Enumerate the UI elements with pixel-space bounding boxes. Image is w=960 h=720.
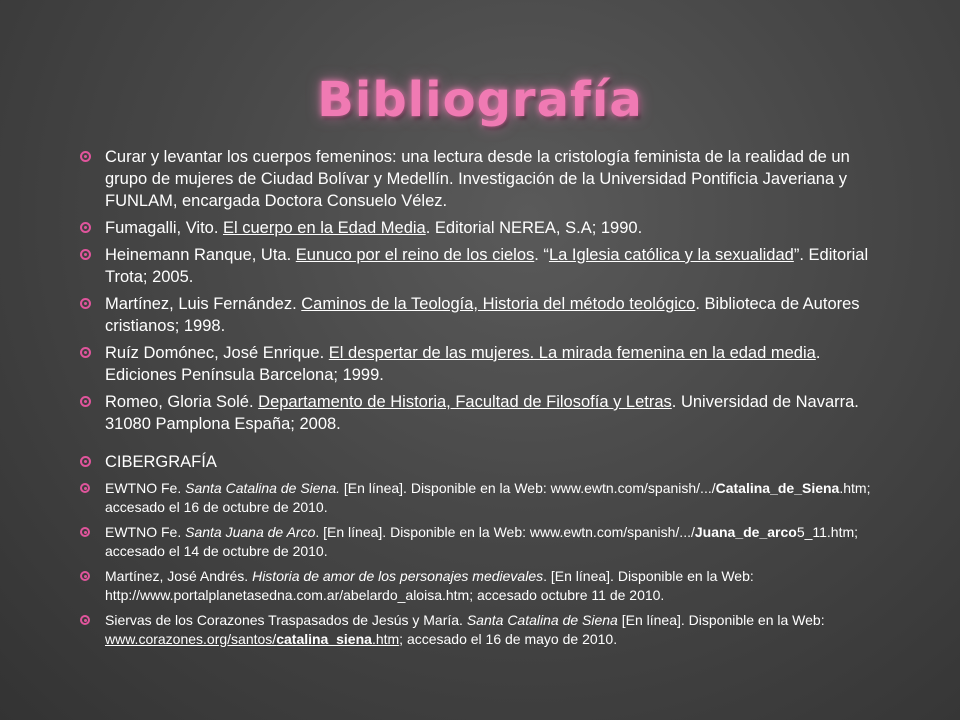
reference-publisher: . Ediciones Península Barcelona; 1999.: [105, 344, 821, 384]
web-reference-item: [80, 567, 880, 605]
reference-link[interactable]: La Iglesia católica y la sexualidad: [548, 246, 794, 264]
reference-publisher: . Universidad de Navarra. 31080 Pamplona España; 2008.: [105, 393, 859, 433]
reference-item: [80, 244, 880, 288]
cybergraphy-heading: [80, 451, 880, 473]
reference-publisher: ”. Editorial Trota; 2005.: [105, 246, 869, 286]
cybergraphy-heading-text: CIBERGRAFÍA: [105, 453, 217, 471]
web-reference-accessed: ; accesado el 16 de mayo de 2010.: [399, 631, 618, 647]
bullet-icon: [80, 396, 91, 407]
web-reference-item: [80, 523, 880, 561]
web-reference-source: . [En línea]. Disponible en la Web: http://www.portalplanetasedna.com.ar/abelardo_aloisa.htm; accesado octubre 11 de 2010.: [105, 568, 754, 603]
reference-author: Ruíz Domónec, José Enrique.: [105, 344, 329, 362]
web-reference-source: . [En línea]. Disponible en la Web: www.ewtn.com/spanish/.../: [315, 524, 695, 540]
reference-publisher: . Biblioteca de Autores cristianos; 1998.: [105, 295, 860, 335]
reference-author: Romeo, Gloria Solé.: [105, 393, 259, 411]
web-reference-source: [En línea]. Disponible en la Web:: [617, 612, 825, 628]
reference-link[interactable]: Caminos de la Teología, Historia del método teológico: [301, 295, 696, 313]
bullet-icon: [80, 151, 91, 162]
web-link-page: catalina_siena: [276, 631, 372, 647]
web-reference-author: Martínez, José Andrés.: [105, 568, 253, 584]
reference-publisher: . Editorial NEREA, S.A; 1990.: [425, 219, 643, 237]
web-reference-page: Juana_de_arco: [694, 524, 797, 540]
bullet-icon: [80, 527, 90, 537]
reference-item: [80, 391, 880, 435]
web-reference-page: Catalina_de_Siena: [715, 480, 840, 496]
web-link-path: www.corazones.org/santos/: [105, 631, 277, 647]
bullet-icon: [80, 483, 90, 493]
web-reference-title: Santa Catalina de Siena.: [185, 480, 341, 496]
web-reference-title: Historia de amor de los personajes medievales: [252, 568, 544, 584]
web-reference-author: Siervas de los Corazones Traspasados de Jesús y María.: [105, 612, 467, 628]
web-reference-accessed: 5_11.htm; accesado el 14 de octubre de 2010.: [105, 524, 859, 559]
web-reference-link[interactable]: [105, 631, 399, 647]
web-reference-title: Santa Juana de Arco: [185, 524, 316, 540]
reference-link[interactable]: El cuerpo en la Edad Media: [223, 219, 426, 237]
reference-item: [80, 293, 880, 337]
bullet-icon: [80, 347, 91, 358]
web-reference-source: [En línea]. Disponible en la Web: www.ewtn.com/spanish/.../: [340, 480, 716, 496]
web-reference-accessed: .htm; accesado el 16 de octubre de 2010.: [105, 480, 871, 515]
bullet-icon: [80, 615, 90, 625]
bullet-icon: [80, 571, 90, 581]
reference-link[interactable]: Eunuco por el reino de los cielos: [295, 246, 535, 264]
reference-separator: . “: [534, 246, 549, 264]
web-reference-author: EWTNO Fe.: [105, 480, 186, 496]
reference-item: [80, 342, 880, 386]
reference-author: Fumagalli, Vito.: [105, 219, 223, 237]
bullet-icon: [80, 249, 91, 260]
bullet-icon: [80, 456, 91, 467]
slide-title: Bibliografía: [317, 72, 643, 128]
web-reference-title: Santa Catalina de Siena: [466, 612, 618, 628]
reference-author: Heinemann Ranque, Uta.: [105, 246, 296, 264]
web-reference-item: [80, 611, 880, 649]
reference-author: Martínez, Luis Fernández.: [105, 295, 302, 313]
bullet-icon: [80, 222, 91, 233]
bullet-icon: [80, 298, 91, 309]
reference-text: Curar y levantar los cuerpos femeninos: una lectura desde la cristología feminista de la realidad de un grupo de mujeres de Ciudad Bolívar y Medellín. Investigación de la Universidad Pontificia Javeriana y FUNLAM, encargada Doctora Consuelo Vélez.: [105, 148, 850, 210]
reference-link[interactable]: Departamento de Historia, Facultad de Filosofía y Letras: [258, 393, 672, 411]
web-reference-author: EWTNO Fe.: [105, 524, 186, 540]
reference-item: [80, 146, 880, 212]
web-reference-item: [80, 479, 880, 517]
reference-item: [80, 217, 880, 239]
reference-link[interactable]: El despertar de las mujeres. La mirada femenina en la edad media: [328, 344, 816, 362]
bibliography-list: [80, 146, 880, 655]
web-link-extension: .htm: [371, 631, 400, 647]
